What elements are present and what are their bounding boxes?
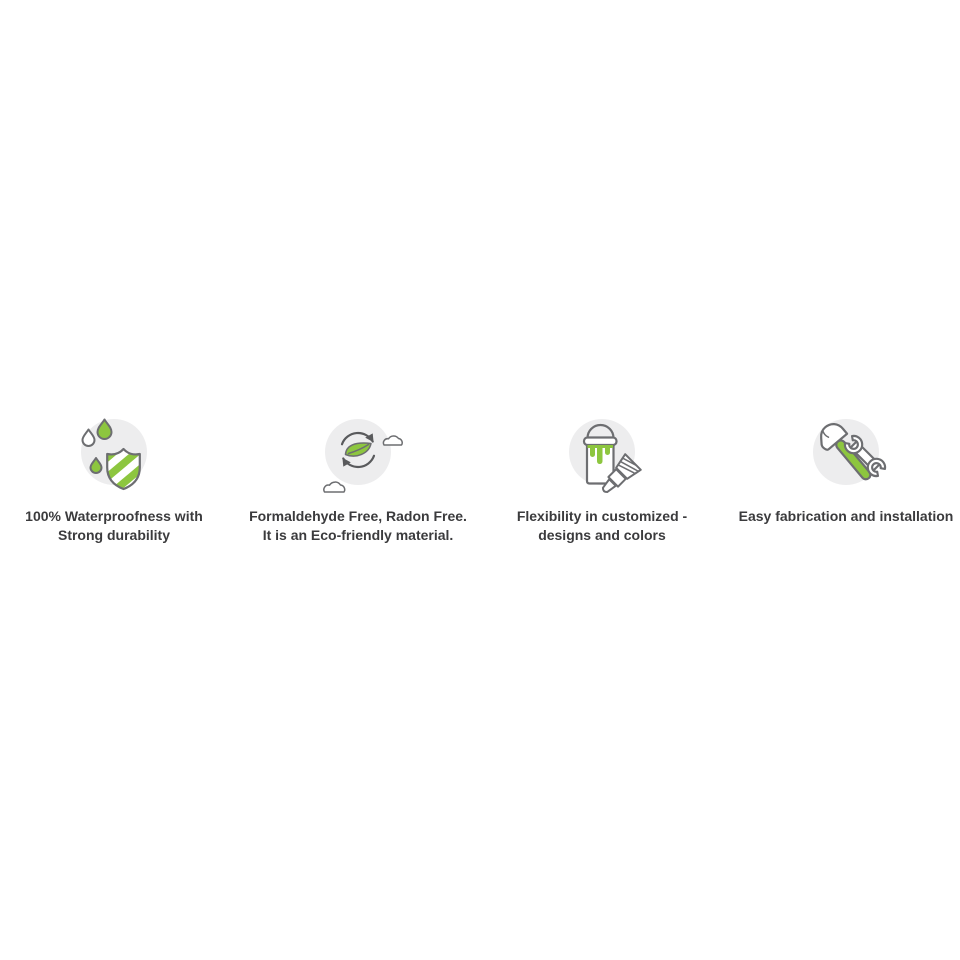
caption-line: Strong durability (57, 527, 170, 543)
hammer-wrench-icon (801, 407, 891, 497)
waterproof-shield-icon (69, 407, 159, 497)
features-strip (0, 407, 960, 545)
feature-caption (25, 507, 203, 545)
feature-caption (249, 507, 467, 545)
caption-line: Formaldehyde Free, Radon Free. (249, 508, 467, 524)
feature-custom-designs (480, 407, 724, 545)
caption-line: 100% Waterproofness with (25, 508, 203, 524)
caption-line: Easy fabrication and installation (738, 508, 954, 524)
caption-line: Flexibility in customized - (516, 508, 688, 524)
feature-eco-friendly (236, 407, 480, 545)
caption-line: designs and colors (538, 527, 666, 543)
feature-waterproofness (0, 407, 236, 545)
paint-bucket-brush-icon (557, 407, 647, 497)
feature-caption (739, 507, 954, 526)
eco-recycle-leaf-icon (313, 407, 403, 497)
caption-line: It is an Eco-friendly material. (262, 527, 454, 543)
feature-caption (517, 507, 687, 545)
feature-easy-fabrication (724, 407, 960, 526)
